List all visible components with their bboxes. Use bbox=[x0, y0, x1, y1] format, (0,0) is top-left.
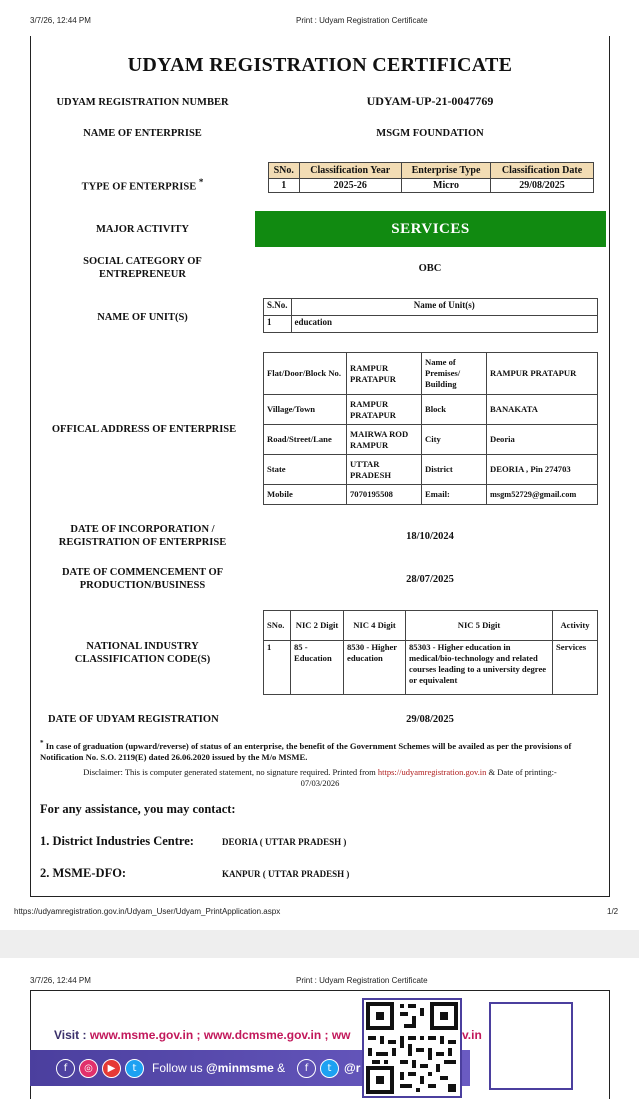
reg-number-label: UDYAM REGISTRATION NUMBER bbox=[56, 97, 229, 108]
udyam-date-label: DATE OF UDYAM REGISTRATION bbox=[48, 714, 219, 725]
address-key: State bbox=[264, 455, 347, 485]
major-activity-label: MAJOR ACTIVITY bbox=[95, 224, 190, 235]
table-row bbox=[264, 425, 598, 455]
address-value: DEORIA , Pin 274703 bbox=[487, 455, 598, 485]
nic-cell: 8530 - Higher education bbox=[344, 641, 406, 695]
address-value: Deoria bbox=[487, 425, 598, 455]
address-value: RAMPUR PRATAPUR bbox=[347, 395, 422, 425]
nic-label-line2: CLASSIFICATION CODE(S) bbox=[74, 654, 211, 665]
dic-value: DEORIA ( UTTAR PRADESH ) bbox=[222, 837, 347, 847]
enterprise-name-value: MSGM FOUNDATION bbox=[376, 128, 484, 139]
enterprise-name-label: NAME OF ENTERPRISE bbox=[83, 128, 202, 139]
address-table bbox=[263, 352, 598, 505]
social-category-value: OBC bbox=[418, 263, 442, 274]
social-category-label-line2: ENTREPRENEUR bbox=[99, 269, 186, 280]
table-row bbox=[264, 485, 598, 505]
table-row bbox=[264, 455, 598, 485]
address-key: Block bbox=[422, 395, 487, 425]
printing-date: 07/03/2026 bbox=[300, 778, 340, 788]
address-key: District bbox=[422, 455, 487, 485]
social-category-label bbox=[40, 255, 245, 281]
nic-header: SNo. bbox=[264, 611, 291, 641]
incorporation-label bbox=[40, 523, 245, 549]
classification-header: Enterprise Type bbox=[401, 163, 490, 179]
enterprise-type-label-text: TYPE OF ENTERPRISE bbox=[81, 181, 197, 193]
nic-header: Activity bbox=[553, 611, 598, 641]
nic-label bbox=[40, 640, 245, 666]
graduation-note-text: In case of graduation (upward/reverse) of status of an enterprise, the benefit of the Government Schemes will be availed as per the provisions of Notification No. S.O. 2119(E) dated 26.06.2020 issued by the M/o MSME. bbox=[40, 740, 572, 763]
address-key: Flat/Door/Block No. bbox=[264, 353, 347, 395]
qr-code bbox=[362, 998, 462, 1098]
nic-header: NIC 5 Digit bbox=[406, 611, 553, 641]
table-row bbox=[264, 395, 598, 425]
email-value: msgm52729@gmail.com bbox=[487, 485, 598, 505]
visit-sites[interactable]: www.msme.gov.in ; www.dcmsme.gov.in ; ww bbox=[89, 1028, 351, 1042]
units-cell: education bbox=[291, 316, 597, 333]
classification-table bbox=[268, 162, 594, 193]
address-value: RAMPUR PRATAPUR bbox=[347, 353, 422, 395]
disclaimer-link[interactable]: https://udyamregistration.gov.in bbox=[377, 767, 487, 777]
classification-header: Classification Date bbox=[491, 163, 594, 179]
facebook-icon[interactable]: f bbox=[56, 1059, 75, 1078]
address-value: RAMPUR PRATAPUR bbox=[487, 353, 598, 395]
dfo-value: KANPUR ( UTTAR PRADESH ) bbox=[222, 869, 350, 879]
assistance-heading: For any assistance, you may contact: bbox=[40, 802, 236, 816]
address-key: Email: bbox=[422, 485, 487, 505]
footer-url: https://udyamregistration.gov.in/Udyam_User/Udyam_PrintApplication.aspx bbox=[14, 907, 281, 916]
major-activity-banner: SERVICES bbox=[255, 211, 606, 247]
dic-label: 1. District Industries Centre: bbox=[40, 834, 194, 848]
udyam-date-value: 29/08/2025 bbox=[406, 714, 454, 725]
print-datetime: 3/7/26, 12:44 PM bbox=[30, 16, 91, 25]
follow-amp: & bbox=[277, 1061, 286, 1075]
table-row bbox=[269, 179, 594, 193]
disclaimer bbox=[40, 767, 600, 789]
nic-header: NIC 4 Digit bbox=[344, 611, 406, 641]
nic-label-line1: NATIONAL INDUSTRY bbox=[86, 641, 199, 652]
commencement-date: 28/07/2025 bbox=[406, 574, 454, 585]
dfo-label: 2. MSME-DFO: bbox=[40, 866, 127, 880]
address-value: BANAKATA bbox=[487, 395, 598, 425]
nic-cell: 85303 - Higher education in medical/bio-technology and related courses leading to a university degree or equivalent bbox=[406, 641, 553, 695]
incorporation-label-line1: DATE OF INCORPORATION / bbox=[70, 524, 215, 535]
classification-header: Classification Year bbox=[299, 163, 401, 179]
visit-tail: v.in bbox=[462, 1028, 482, 1042]
address-key: Village/Town bbox=[264, 395, 347, 425]
follow-handle-2: @r bbox=[344, 1061, 361, 1075]
table-row bbox=[264, 316, 598, 333]
nic-cell: Services bbox=[553, 641, 598, 695]
address-value: UTTAR PRADESH bbox=[347, 455, 422, 485]
social-category-label-line1: SOCIAL CATEGORY OF bbox=[83, 256, 202, 267]
graduation-note bbox=[40, 738, 600, 764]
units-header: Name of Unit(s) bbox=[291, 299, 597, 316]
disclaimer-suffix: & Date of printing:- bbox=[488, 767, 557, 777]
youtube-icon[interactable]: ▶ bbox=[102, 1059, 121, 1078]
classification-cell: 1 bbox=[269, 179, 300, 193]
address-key: Name of Premises/ Building bbox=[422, 353, 487, 395]
nic-cell: 1 bbox=[264, 641, 291, 695]
address-value: 7070195508 bbox=[347, 485, 422, 505]
twitter-icon-2[interactable]: t bbox=[320, 1059, 339, 1078]
address-key: Road/Street/Lane bbox=[264, 425, 347, 455]
address-value: MAIRWA ROD RAMPUR bbox=[347, 425, 422, 455]
commencement-label-line2: PRODUCTION/BUSINESS bbox=[79, 580, 206, 591]
page-gap bbox=[0, 930, 639, 958]
visit-label: Visit : bbox=[54, 1028, 87, 1042]
classification-header: SNo. bbox=[269, 163, 300, 179]
units-label: NAME OF UNIT(S) bbox=[97, 312, 188, 323]
facebook-icon-2[interactable]: f bbox=[297, 1059, 316, 1078]
print-title-page2: Print : Udyam Registration Certificate bbox=[296, 976, 428, 985]
asterisk: * bbox=[40, 739, 44, 747]
units-cell: 1 bbox=[264, 316, 292, 333]
disclaimer-text: Disclaimer: This is computer generated statement, no signature required. Printed from bbox=[83, 767, 376, 777]
units-table bbox=[263, 298, 598, 333]
address-key: City bbox=[422, 425, 487, 455]
page-number: 1/2 bbox=[607, 907, 619, 916]
nic-cell: 85 - Education bbox=[291, 641, 344, 695]
follow-handle: @minmsme bbox=[206, 1061, 274, 1075]
asterisk: * bbox=[198, 177, 204, 187]
classification-cell: 29/08/2025 bbox=[491, 179, 594, 193]
enterprise-type-label bbox=[40, 176, 245, 194]
certificate-title: UDYAM REGISTRATION CERTIFICATE bbox=[127, 54, 513, 76]
classification-cell: Micro bbox=[401, 179, 490, 193]
commencement-label bbox=[40, 566, 245, 592]
follow-label: Follow us bbox=[152, 1061, 203, 1075]
incorporation-label-line2: REGISTRATION OF ENTERPRISE bbox=[58, 537, 227, 548]
address-label: OFFICAL ADDRESS OF ENTERPRISE bbox=[51, 424, 237, 435]
nic-header: NIC 2 Digit bbox=[291, 611, 344, 641]
table-row bbox=[264, 641, 598, 695]
units-header: S.No. bbox=[264, 299, 292, 316]
incorporation-date: 18/10/2024 bbox=[406, 531, 454, 542]
table-row bbox=[264, 353, 598, 395]
commencement-label-line1: DATE OF COMMENCEMENT OF bbox=[61, 567, 224, 578]
nic-table bbox=[263, 610, 598, 695]
classification-cell: 2025-26 bbox=[299, 179, 401, 193]
instagram-icon[interactable]: ◎ bbox=[79, 1059, 98, 1078]
twitter-icon[interactable]: t bbox=[125, 1059, 144, 1078]
print-title: Print : Udyam Registration Certificate bbox=[296, 16, 428, 25]
visit-line bbox=[54, 1028, 351, 1042]
print-datetime-page2: 3/7/26, 12:44 PM bbox=[30, 976, 91, 985]
follow-text bbox=[152, 1061, 285, 1075]
address-key: Mobile bbox=[264, 485, 347, 505]
qr-code-icon bbox=[364, 1000, 460, 1096]
reg-number-value: UDYAM-UP-21-0047769 bbox=[366, 94, 494, 108]
photo-placeholder bbox=[489, 1002, 573, 1090]
